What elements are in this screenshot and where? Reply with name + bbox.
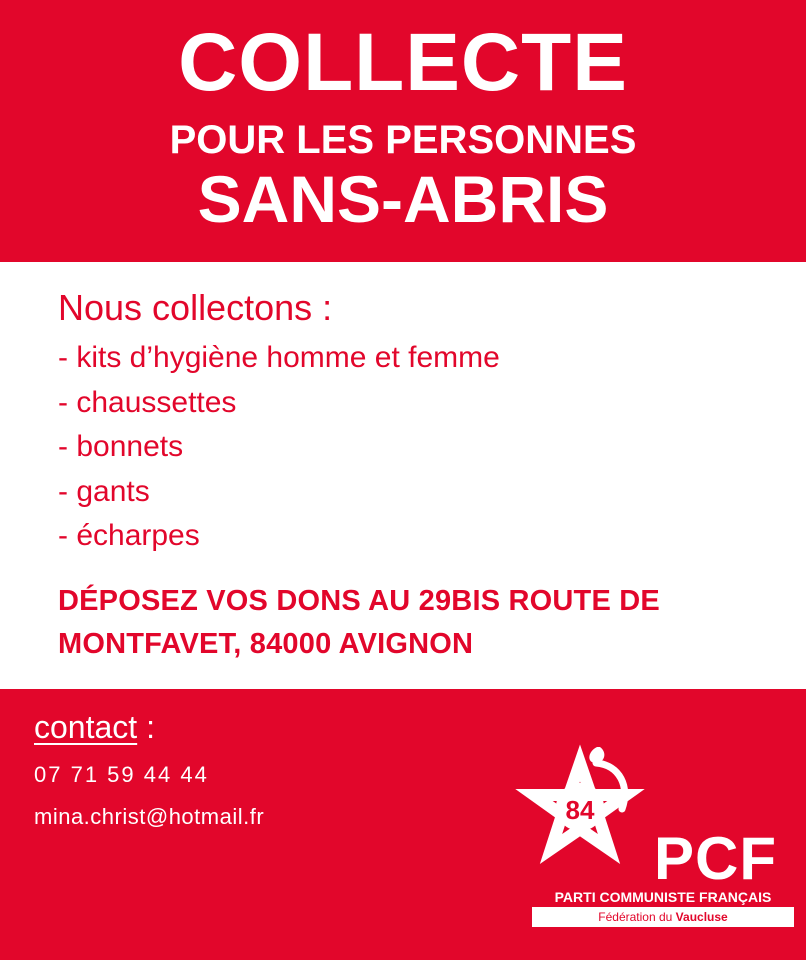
logo-federation-name: Vaucluse: [675, 910, 728, 924]
title-collecte: COLLECTE: [178, 17, 628, 108]
list-item: - bonnets: [58, 430, 184, 463]
collect-list: [58, 342, 500, 565]
contact-separator: :: [137, 709, 155, 745]
title-subtitle: POUR LES PERSONNES: [169, 118, 637, 162]
contact-label: contact: [34, 709, 138, 745]
title-sans-abris: SANS-ABRIS: [197, 162, 609, 236]
list-item: - kits d’hygiène homme et femme: [58, 341, 500, 374]
footer-banner: [0, 689, 806, 960]
drop-address-line1: DÉPOSEZ VOS DONS AU 29BIS ROUTE DE: [58, 585, 660, 617]
logo-federation: [532, 907, 794, 927]
collect-intro: Nous collectons :: [58, 287, 333, 328]
contact-phone[interactable]: 07 71 59 44 44: [34, 762, 209, 787]
list-item: - chaussettes: [58, 385, 237, 419]
logo-federation-prefix: Fédération du: [598, 910, 676, 924]
list-item: - écharpes: [58, 519, 200, 552]
drop-address: [58, 580, 778, 666]
logo-party-name: PARTI COMMUNISTE FRANÇAIS: [554, 889, 772, 905]
drop-address-line2: MONTFAVET, 84000 AVIGNON: [58, 628, 474, 660]
collect-section: [0, 262, 806, 689]
logo-acronym: PCF: [654, 825, 777, 892]
contact-heading: [34, 711, 155, 743]
list-item: - gants: [58, 474, 150, 508]
pcf-logo: [500, 707, 800, 952]
logo-department-number: 84: [565, 795, 595, 825]
contact-email[interactable]: mina.christ@hotmail.fr: [34, 804, 265, 829]
header-banner: [0, 0, 806, 262]
